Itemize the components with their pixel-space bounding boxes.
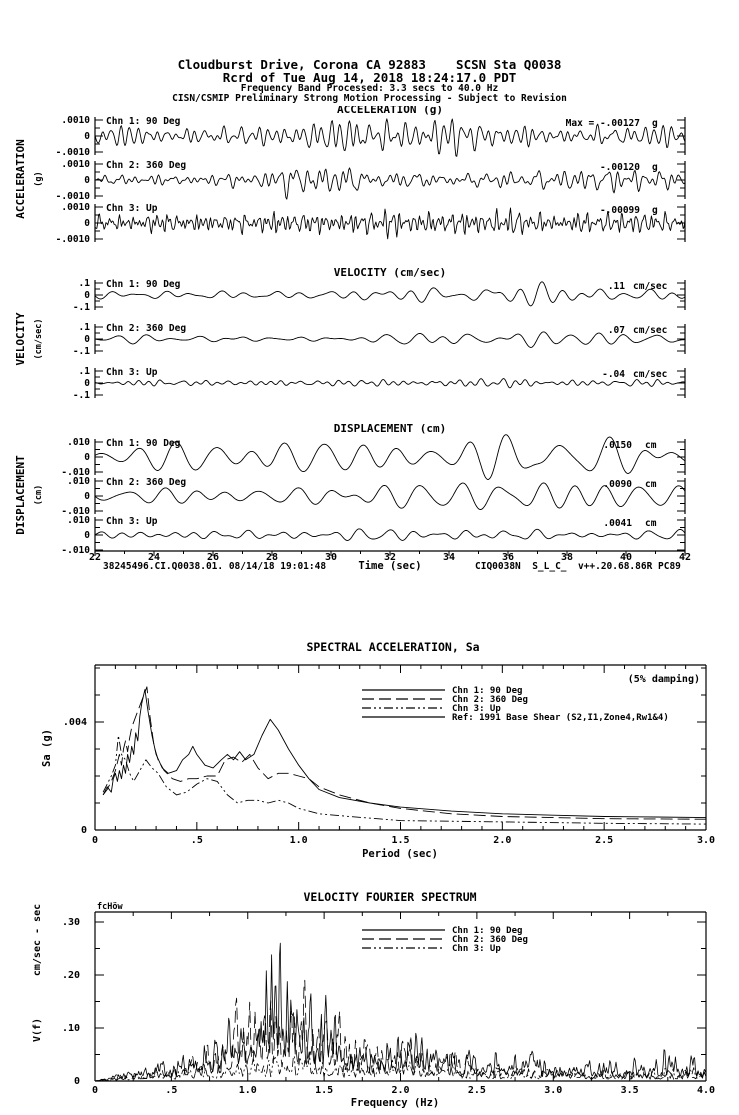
ytick-label: .1 [78, 366, 90, 377]
ytick-label: .010 [67, 437, 90, 448]
side-axis-label: ACCELERATION [14, 139, 27, 219]
fourier-curve [95, 980, 706, 1081]
max-value-label: .0150 [603, 440, 632, 451]
footer-right: CIQ0038N S_L_C_ v++.20.68.86R PC89 [475, 561, 681, 572]
x-tick-label: 40 [619, 552, 633, 563]
waveform-trace [95, 282, 685, 306]
x-tick-label: 3.0 [696, 835, 716, 846]
max-value-units: g [652, 205, 658, 216]
channel-label: Chn 2: 360 Deg [106, 323, 187, 334]
ytick-label: -.1 [72, 302, 90, 313]
x-tick-label: 24 [147, 552, 161, 563]
channel-label: Chn 1: 90 Deg [106, 116, 181, 127]
channel-label: Chn 1: 90 Deg [106, 438, 181, 449]
plot-title: SPECTRAL ACCELERATION, Sa [306, 640, 480, 654]
max-value-label: .0041 [603, 518, 632, 529]
legend-label: Ref: 1991 Base Shear (S2,I1,Zone4,Rw1&4) [452, 713, 669, 723]
sa-curve [103, 690, 706, 818]
ytick-label: .0010 [61, 159, 90, 170]
plot-title: VELOCITY FOURIER SPECTRUM [303, 890, 477, 904]
x-tick-label: 42 [678, 552, 692, 563]
x-tick-label: 2.5 [595, 835, 614, 846]
x-tick-label: .5 [165, 1085, 178, 1096]
x-tick-label: 38 [560, 552, 574, 563]
time-axis-label: Time (sec) [358, 560, 422, 572]
y-tick-label: .20 [61, 970, 80, 981]
x-tick-label: 26 [206, 552, 220, 563]
x-tick-label: 2.0 [493, 835, 512, 846]
ytick-label: -.0010 [55, 191, 90, 202]
channel-label: Chn 3: Up [106, 516, 158, 527]
waveform-trace [95, 332, 685, 348]
max-value-label: .11 [607, 281, 625, 292]
x-tick-label: 1.0 [289, 835, 308, 846]
ytick-label: 0 [84, 131, 90, 142]
side-axis-units: (cm) [34, 484, 44, 506]
y-tick-label: 0 [73, 1076, 80, 1087]
ytick-label: 0 [84, 290, 90, 301]
x-tick-label: 32 [383, 552, 397, 563]
station-title: Cloudburst Drive, Corona CA 92883 SCSN Sta Q0038 [177, 57, 562, 72]
max-value-units: cm [645, 479, 657, 490]
fourier-curve [95, 943, 706, 1081]
waveform-trace [95, 435, 685, 480]
ytick-label: 0 [84, 175, 90, 186]
x-tick-label: 0 [91, 835, 99, 846]
ytick-label: .1 [78, 278, 90, 289]
frequency-band-note: Frequency Band Processed: 3.3 secs to 40.0 Hz [240, 83, 499, 94]
ytick-label: -.010 [61, 467, 90, 478]
x-tick-label: 1.0 [238, 1085, 257, 1096]
x-tick-label: 3.0 [544, 1085, 563, 1096]
legend-label: Chn 3: Up [452, 704, 501, 714]
x-tick-label: 1.5 [315, 1085, 334, 1096]
ytick-label: 0 [84, 218, 90, 229]
y-axis-units: cm/sec - sec [32, 903, 43, 977]
ytick-label: .0010 [61, 115, 90, 126]
group-title: ACCELERATION (g) [337, 106, 443, 116]
x-tick-label: 22 [88, 552, 102, 563]
x-axis-label: Frequency (Hz) [350, 1097, 440, 1109]
group-title: DISPLACEMENT (cm) [333, 422, 447, 435]
ytick-label: 0 [84, 378, 90, 389]
waveform-trace [95, 208, 685, 239]
max-value-units: cm [645, 440, 657, 451]
x-tick-label: 36 [501, 552, 515, 563]
max-value-units: cm/sec [633, 325, 668, 336]
max-value-units: g [652, 118, 658, 129]
x-axis-label: Period (sec) [362, 848, 438, 860]
x-tick-label: 2.5 [467, 1085, 486, 1096]
ytick-label: 0 [84, 452, 90, 463]
x-tick-label: 30 [324, 552, 338, 563]
x-tick-label: 0 [91, 1085, 99, 1096]
footer-left: 38245496.CI.Q0038.01. 08/14/18 19:01:48 [103, 561, 327, 572]
legend-label: Chn 3: Up [452, 944, 501, 954]
legend-label: Chn 1: 90 Deg [452, 926, 523, 936]
y-axis-label: V(f) [32, 1017, 43, 1043]
max-value-label: -.04 [602, 369, 625, 380]
x-tick-label: .5 [190, 835, 203, 846]
y-tick-label: 0 [80, 825, 87, 836]
ytick-label: -.010 [61, 545, 90, 556]
channel-label: Chn 1: 90 Deg [106, 279, 181, 290]
side-axis-units: (g) [34, 171, 44, 187]
side-axis-label: VELOCITY [14, 312, 27, 366]
spectral-acceleration-plot [0, 630, 739, 875]
ytick-label: .010 [67, 476, 90, 487]
ytick-label: -.0010 [55, 147, 90, 158]
ytick-label: .010 [67, 515, 90, 526]
max-value-units: cm/sec [633, 369, 668, 380]
corner-note: fcHöw [97, 902, 123, 912]
side-axis-units: (cm/sec) [34, 318, 44, 360]
y-tick-label: .10 [61, 1023, 80, 1034]
waveform-trace [95, 379, 685, 388]
ytick-label: 0 [84, 530, 90, 541]
max-value-label: .07 [607, 325, 625, 336]
channel-label: Chn 2: 360 Deg [106, 160, 187, 171]
x-tick-label: 3.5 [620, 1085, 639, 1096]
max-value-units: cm/sec [633, 281, 668, 292]
waveform-trace [95, 168, 685, 199]
sa-curve [103, 687, 706, 819]
ytick-label: .0010 [61, 202, 90, 213]
waveform-trace [95, 529, 685, 541]
ytick-label: -.1 [72, 346, 90, 357]
ytick-label: 0 [84, 334, 90, 345]
ytick-label: .1 [78, 322, 90, 333]
ytick-label: -.1 [72, 390, 90, 401]
max-value-units: cm [645, 518, 657, 529]
legend-label: Chn 2: 360 Deg [452, 935, 528, 945]
ytick-label: -.0010 [55, 234, 90, 245]
y-axis-label: Sa (g) [41, 729, 53, 767]
report-header [0, 58, 739, 104]
damping-note: (5% damping) [627, 674, 700, 685]
legend-label: Chn 2: 360 Deg [452, 695, 528, 705]
record-datetime: Rcrd of Tue Aug 14, 2018 18:24:17.0 PDT [222, 70, 517, 85]
max-value-label: -.00099 [599, 205, 640, 216]
side-axis-label: DISPLACEMENT [14, 455, 27, 535]
x-tick-label: 34 [442, 552, 456, 563]
channel-label: Chn 3: Up [106, 367, 158, 378]
x-tick-label: 4.0 [696, 1085, 716, 1096]
legend-label: Chn 1: 90 Deg [452, 686, 523, 696]
processing-note: CISN/CSMIP Preliminary Strong Motion Processing - Subject to Revision [172, 93, 567, 104]
velocity-fourier-spectrum-plot [0, 885, 739, 1115]
x-tick-label: 2.0 [391, 1085, 410, 1096]
group-title: VELOCITY (cm/sec) [333, 266, 447, 279]
ytick-label: -.010 [61, 506, 90, 517]
max-value-label: .0090 [603, 479, 632, 490]
max-value-units: g [652, 162, 658, 173]
y-tick-label: .30 [61, 917, 80, 928]
x-tick-label: 28 [265, 552, 279, 563]
x-tick-label: 1.5 [391, 835, 410, 846]
channel-label: Chn 2: 360 Deg [106, 477, 187, 488]
channel-label: Chn 3: Up [106, 203, 158, 214]
ytick-label: 0 [84, 491, 90, 502]
max-value-label: -.00120 [599, 162, 640, 173]
timeseries-plot [0, 106, 739, 584]
y-tick-label: .004 [62, 717, 87, 728]
max-value-label: Max = -.00127 [565, 118, 640, 129]
